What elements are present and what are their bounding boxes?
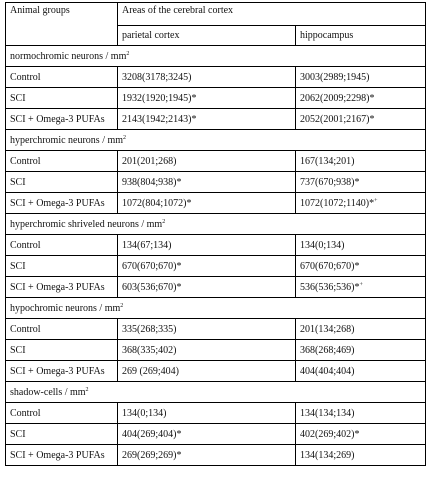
hippocampus-value-cell [296,235,426,256]
hippocampus-value-cell [296,340,426,361]
table-row [6,361,426,382]
section-row [6,214,426,235]
value-text: 335(268;335) [122,323,177,335]
parietal-value-cell [118,235,296,256]
value-text: 603(536;670)* [122,281,182,293]
value-text: 201(201;268) [122,155,177,167]
value-text: 536(536;536)* [300,281,360,293]
table-row [6,340,426,361]
hippocampus-header: hippocampus [296,26,426,46]
table-row [6,445,426,466]
section-title-text: hyperchromic neurons / mm [10,134,124,146]
table-row [6,172,426,193]
parietal-value-cell [118,403,296,424]
value-text: 938(804;938)* [122,176,182,188]
group-cell: Control [6,235,118,256]
group-cell: SCI [6,424,118,445]
value-text: 670(670;670)* [300,260,360,272]
section-title [6,46,426,67]
hippocampus-value-cell [296,403,426,424]
hippocampus-value-cell [296,277,426,298]
section-row [6,382,426,403]
group-cell: Control [6,403,118,424]
table-row [6,151,426,172]
hippocampus-value-cell [296,67,426,88]
cortex-areas-header: Areas of the cerebral cortex [118,3,426,26]
value-text: 402(269;402)* [300,428,360,440]
hippocampus-value-cell [296,256,426,277]
table-row [6,277,426,298]
hippocampus-value-cell [296,361,426,382]
section-title-text: hyperchromic shriveled neurons / mm [10,218,163,230]
value-text: 2143(1942;2143)* [122,113,197,125]
group-cell: SCI + Omega-3 PUFAs [6,109,118,130]
value-text: 404(404;404) [300,365,355,377]
value-text: 2052(2001;2167)* [300,113,375,125]
section-row [6,298,426,319]
value-text: 3003(2989;1945) [300,71,370,83]
group-cell: SCI [6,88,118,109]
hippocampus-value-cell [296,424,426,445]
value-text: 2062(2009;2298)* [300,92,375,104]
hippocampus-value-cell [296,445,426,466]
value-text: 404(269;404)* [122,428,182,440]
group-cell: SCI + Omega-3 PUFAs [6,445,118,466]
results-table [5,2,426,466]
parietal-value-cell [118,193,296,214]
section-title-text: hypochromic neurons / mm [10,302,121,314]
section-row [6,46,426,67]
group-cell: Control [6,67,118,88]
parietal-value-cell [118,109,296,130]
group-cell: SCI [6,172,118,193]
group-cell: SCI + Omega-3 PUFAs [6,277,118,298]
group-cell: Control [6,319,118,340]
value-text: 134(0;134) [122,407,167,419]
value-text: 269(269;269)* [122,449,182,461]
hippocampus-value-cell [296,172,426,193]
table-row [6,67,426,88]
unit-exponent: 2 [126,50,130,57]
parietal-value-cell [118,88,296,109]
parietal-cortex-header: parietal cortex [118,26,296,46]
value-text: 737(670;938)* [300,176,360,188]
value-text: 269 (269;404) [122,365,179,377]
value-text: 167(134;201) [300,155,355,167]
table-row [6,88,426,109]
table-row [6,424,426,445]
group-cell: SCI + Omega-3 PUFAs [6,361,118,382]
parietal-value-cell [118,256,296,277]
parietal-value-cell [118,340,296,361]
significance-mark: + [359,281,363,288]
value-text: 134(134;134) [300,407,355,419]
hippocampus-value-cell [296,109,426,130]
value-text: 670(670;670)* [122,260,182,272]
value-text: 1932(1920;1945)* [122,92,197,104]
value-text: 368(268;469) [300,344,355,356]
table-row [6,319,426,340]
table-row [6,193,426,214]
parietal-value-cell [118,67,296,88]
group-cell: SCI [6,256,118,277]
section-title [6,298,426,319]
section-title [6,130,426,151]
unit-exponent: 2 [85,386,89,393]
value-text: 134(134;269) [300,449,355,461]
value-text: 1072(1072;1140)* [300,197,375,209]
table-row [6,235,426,256]
hippocampus-value-cell [296,151,426,172]
unit-exponent: 2 [162,218,166,225]
value-text: 201(134;268) [300,323,355,335]
unit-exponent: 2 [123,134,127,141]
parietal-value-cell [118,172,296,193]
parietal-value-cell [118,277,296,298]
group-cell: Control [6,151,118,172]
parietal-value-cell [118,319,296,340]
animal-groups-header: Animal groups [6,3,118,46]
significance-mark: + [374,197,378,204]
section-row [6,130,426,151]
value-text: 1072(804;1072)* [122,197,192,209]
group-cell: SCI [6,340,118,361]
value-text: 3208(3178;3245) [122,71,192,83]
unit-exponent: 2 [120,302,124,309]
value-text: 368(335;402) [122,344,177,356]
header-row [6,3,426,26]
parietal-value-cell [118,151,296,172]
parietal-value-cell [118,445,296,466]
table-row [6,403,426,424]
table-body [6,3,426,466]
hippocampus-value-cell [296,193,426,214]
section-title-text: shadow-cells / mm [10,386,86,398]
hippocampus-value-cell [296,88,426,109]
parietal-value-cell [118,361,296,382]
group-cell: SCI + Omega-3 PUFAs [6,193,118,214]
section-title [6,214,426,235]
section-title-text: normochromic neurons / mm [10,50,127,62]
parietal-value-cell [118,424,296,445]
value-text: 134(0;134) [300,239,345,251]
hippocampus-value-cell [296,319,426,340]
section-title [6,382,426,403]
table-row [6,256,426,277]
table-row [6,109,426,130]
value-text: 134(67;134) [122,239,172,251]
